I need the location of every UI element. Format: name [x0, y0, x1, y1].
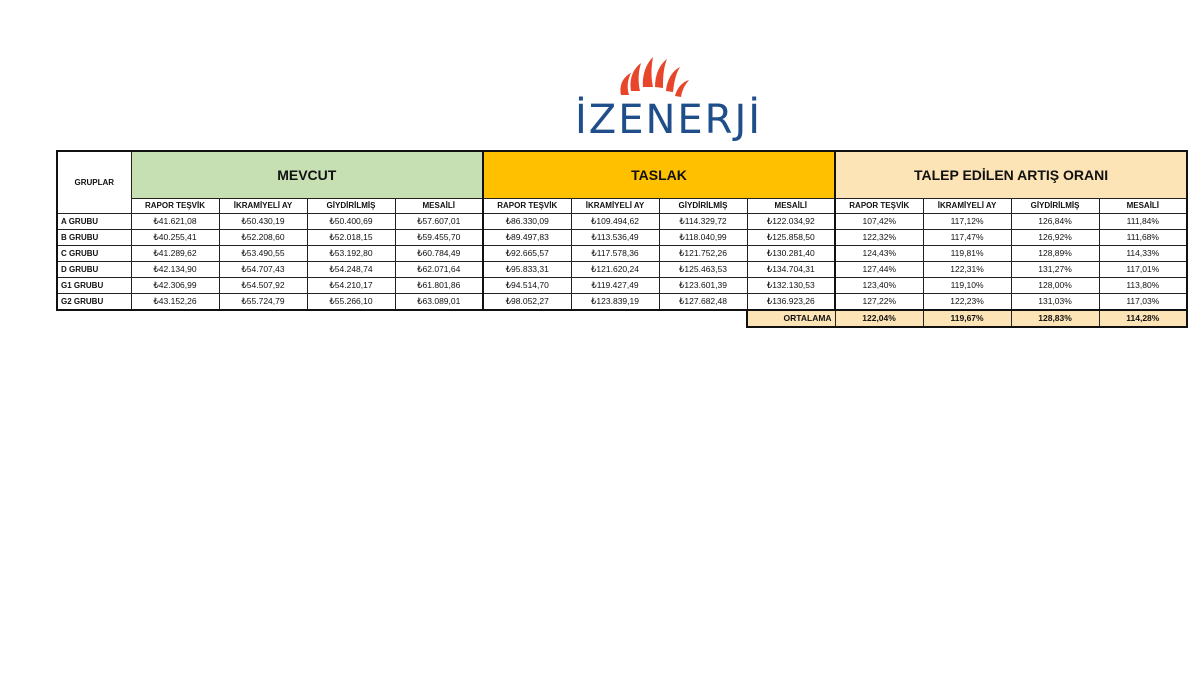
- column-header: RAPOR TEŞVİK: [483, 199, 571, 214]
- table-row: [57, 262, 1187, 278]
- column-header: RAPOR TEŞVİK: [835, 199, 923, 214]
- talep-cell: 127,22%: [835, 294, 923, 311]
- column-header: MESAİLİ: [395, 199, 483, 214]
- taslak-cell: ₺98.052,27: [483, 294, 571, 311]
- empty-cell: [307, 310, 395, 327]
- table-row: [57, 246, 1187, 262]
- taslak-cell: ₺121.752,26: [659, 246, 747, 262]
- taslak-cell: ₺117.578,36: [571, 246, 659, 262]
- empty-cell: [571, 310, 659, 327]
- section-header-row: [57, 151, 1187, 199]
- taslak-cell: ₺89.497,83: [483, 230, 571, 246]
- talep-cell: 107,42%: [835, 214, 923, 230]
- empty-cell: [483, 310, 571, 327]
- group-label: D GRUBU: [57, 262, 131, 278]
- empty-cell: [219, 310, 307, 327]
- mevcut-cell: ₺41.289,62: [131, 246, 219, 262]
- talep-cell: 124,43%: [835, 246, 923, 262]
- taslak-cell: ₺123.839,19: [571, 294, 659, 311]
- taslak-cell: ₺113.536,49: [571, 230, 659, 246]
- logo-text: İZENERJİ: [575, 97, 763, 143]
- sun-rays-icon: [613, 55, 693, 99]
- salary-comparison-table: [56, 150, 1188, 328]
- mevcut-cell: ₺57.607,01: [395, 214, 483, 230]
- mevcut-cell: ₺50.430,19: [219, 214, 307, 230]
- mevcut-cell: ₺54.210,17: [307, 278, 395, 294]
- talep-cell: 126,92%: [1011, 230, 1099, 246]
- talep-cell: 114,33%: [1099, 246, 1187, 262]
- talep-cell: 113,80%: [1099, 278, 1187, 294]
- column-header: İKRAMİYELİ AY: [923, 199, 1011, 214]
- taslak-cell: ₺130.281,40: [747, 246, 835, 262]
- talep-cell: 119,81%: [923, 246, 1011, 262]
- talep-cell: 122,32%: [835, 230, 923, 246]
- mevcut-cell: ₺40.255,41: [131, 230, 219, 246]
- column-header: GİYDİRİLMİŞ: [1011, 199, 1099, 214]
- taslak-cell: ₺121.620,24: [571, 262, 659, 278]
- mevcut-cell: ₺50.400,69: [307, 214, 395, 230]
- mevcut-cell: ₺55.266,10: [307, 294, 395, 311]
- mevcut-cell: ₺63.089,01: [395, 294, 483, 311]
- taslak-cell: ₺95.833,31: [483, 262, 571, 278]
- mevcut-cell: ₺42.134,90: [131, 262, 219, 278]
- group-label: A GRUBU: [57, 214, 131, 230]
- talep-cell: 117,12%: [923, 214, 1011, 230]
- talep-cell: 111,84%: [1099, 214, 1187, 230]
- talep-cell: 126,84%: [1011, 214, 1099, 230]
- talep-cell: 131,27%: [1011, 262, 1099, 278]
- talep-cell: 131,03%: [1011, 294, 1099, 311]
- talep-cell: 127,44%: [835, 262, 923, 278]
- taslak-cell: ₺125.463,53: [659, 262, 747, 278]
- taslak-cell: ₺92.665,57: [483, 246, 571, 262]
- talep-cell: 117,47%: [923, 230, 1011, 246]
- mevcut-cell: ₺54.248,74: [307, 262, 395, 278]
- talep-cell: 119,10%: [923, 278, 1011, 294]
- talep-cell: 122,23%: [923, 294, 1011, 311]
- column-header: İKRAMİYELİ AY: [571, 199, 659, 214]
- taslak-cell: ₺109.494,62: [571, 214, 659, 230]
- mevcut-cell: ₺53.490,55: [219, 246, 307, 262]
- average-value: 128,83%: [1011, 310, 1099, 327]
- group-label: C GRUBU: [57, 246, 131, 262]
- taslak-cell: ₺114.329,72: [659, 214, 747, 230]
- talep-header: TALEP EDİLEN ARTIŞ ORANI: [835, 151, 1187, 199]
- empty-cell: [57, 310, 131, 327]
- table-row: [57, 278, 1187, 294]
- empty-cell: [131, 310, 219, 327]
- average-value: 119,67%: [923, 310, 1011, 327]
- mevcut-cell: ₺59.455,70: [395, 230, 483, 246]
- taslak-cell: ₺127.682,48: [659, 294, 747, 311]
- talep-cell: 117,03%: [1099, 294, 1187, 311]
- mevcut-cell: ₺52.018,15: [307, 230, 395, 246]
- average-row: [57, 310, 1187, 327]
- group-label: G2 GRUBU: [57, 294, 131, 311]
- taslak-cell: ₺118.040,99: [659, 230, 747, 246]
- company-logo: [575, 55, 763, 145]
- talep-cell: 128,89%: [1011, 246, 1099, 262]
- table-row: [57, 214, 1187, 230]
- table-row: [57, 294, 1187, 311]
- column-header: MESAİLİ: [1099, 199, 1187, 214]
- mevcut-cell: ₺54.707,43: [219, 262, 307, 278]
- average-label: ORTALAMA: [747, 310, 835, 327]
- table-row: [57, 230, 1187, 246]
- taslak-cell: ₺119.427,49: [571, 278, 659, 294]
- mevcut-cell: ₺61.801,86: [395, 278, 483, 294]
- mevcut-cell: ₺54.507,92: [219, 278, 307, 294]
- group-label: B GRUBU: [57, 230, 131, 246]
- taslak-header: TASLAK: [483, 151, 835, 199]
- taslak-cell: ₺134.704,31: [747, 262, 835, 278]
- group-label: G1 GRUBU: [57, 278, 131, 294]
- taslak-cell: ₺122.034,92: [747, 214, 835, 230]
- taslak-cell: ₺94.514,70: [483, 278, 571, 294]
- empty-cell: [395, 310, 483, 327]
- column-header: RAPOR TEŞVİK: [131, 199, 219, 214]
- mevcut-cell: ₺55.724,79: [219, 294, 307, 311]
- mevcut-cell: ₺43.152,26: [131, 294, 219, 311]
- average-value: 122,04%: [835, 310, 923, 327]
- mevcut-cell: ₺62.071,64: [395, 262, 483, 278]
- taslak-cell: ₺136.923,26: [747, 294, 835, 311]
- talep-cell: 123,40%: [835, 278, 923, 294]
- average-value: 114,28%: [1099, 310, 1187, 327]
- column-header: GİYDİRİLMİŞ: [307, 199, 395, 214]
- mevcut-cell: ₺52.208,60: [219, 230, 307, 246]
- column-header-row: [57, 199, 1187, 214]
- taslak-cell: ₺125.858,50: [747, 230, 835, 246]
- groups-header: GRUPLAR: [57, 151, 131, 214]
- talep-cell: 111,68%: [1099, 230, 1187, 246]
- mevcut-cell: ₺42.306,99: [131, 278, 219, 294]
- talep-cell: 122,31%: [923, 262, 1011, 278]
- mevcut-cell: ₺53.192,80: [307, 246, 395, 262]
- mevcut-cell: ₺41.621,08: [131, 214, 219, 230]
- column-header: GİYDİRİLMİŞ: [659, 199, 747, 214]
- empty-cell: [659, 310, 747, 327]
- taslak-cell: ₺123.601,39: [659, 278, 747, 294]
- mevcut-header: MEVCUT: [131, 151, 483, 199]
- mevcut-cell: ₺60.784,49: [395, 246, 483, 262]
- taslak-cell: ₺86.330,09: [483, 214, 571, 230]
- talep-cell: 128,00%: [1011, 278, 1099, 294]
- column-header: MESAİLİ: [747, 199, 835, 214]
- column-header: İKRAMİYELİ AY: [219, 199, 307, 214]
- taslak-cell: ₺132.130,53: [747, 278, 835, 294]
- talep-cell: 117,01%: [1099, 262, 1187, 278]
